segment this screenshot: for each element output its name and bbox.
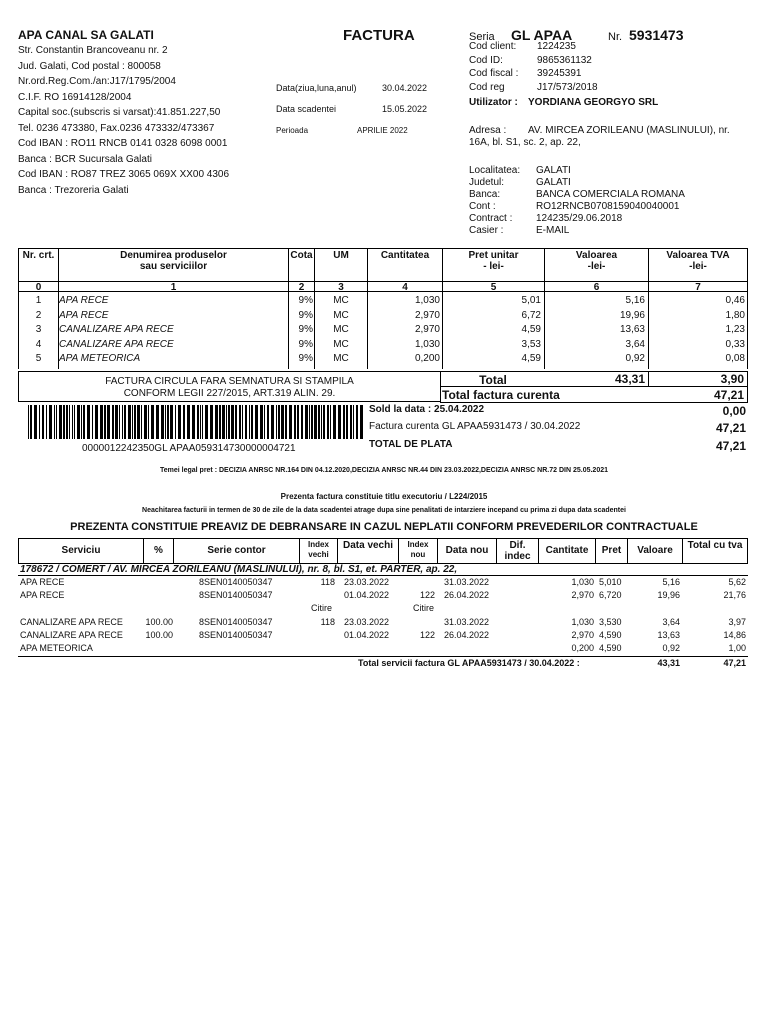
barcode-bar (95, 405, 98, 439)
column-index: 3 (338, 282, 344, 293)
item-value: 19,96 (619, 309, 645, 321)
barcode-bar (360, 405, 363, 439)
col-cota: Cota (290, 250, 313, 261)
client-detail-value: GALATI (536, 165, 571, 176)
column-index: 2 (298, 282, 305, 293)
barcode-bar (141, 405, 142, 439)
item-name: APA RECE (59, 295, 109, 306)
client-detail-value: 124235/29.06.2018 (536, 213, 623, 224)
client-detail-label: Banca: (469, 189, 501, 200)
client-detail-label: Localitatea: (469, 165, 521, 176)
company-name: APA CANAL SA GALATI (18, 28, 154, 42)
barcode-bar (271, 405, 274, 439)
barcode-bar (297, 405, 299, 439)
client-detail-value: RO12RNCB0708159040040001 (536, 201, 680, 212)
reading-total-with-vat: 5,62 (728, 577, 746, 587)
item-vat-rate: 9% (298, 353, 313, 364)
services-total-value: 43,31 (657, 658, 680, 668)
company-detail-line: Tel. 0236 473380, Fax.0236 473332/473367 (18, 122, 215, 134)
barcode-bar (314, 405, 317, 439)
barcode-bar (28, 405, 29, 439)
col-nr: Nr. crt. (22, 250, 55, 261)
col2-diff-2: indec (504, 551, 531, 562)
barcode-bar (278, 405, 280, 439)
services-total-with-vat: 47,21 (723, 658, 746, 668)
barcode-bar (74, 405, 75, 439)
barcode-bar (72, 405, 73, 439)
reading-price: 6,720 (599, 590, 622, 600)
company-detail-line: Banca : BCR Sucursala Galati (18, 153, 152, 165)
barcode-bar (165, 405, 166, 439)
item-unit: MC (333, 309, 349, 321)
col-quantity: Cantitatea (380, 250, 430, 261)
col2-new-index-2: nou (410, 550, 426, 559)
barcode-bar (301, 405, 303, 439)
item-vat-value: 1,23 (725, 324, 745, 335)
barcode-bar (330, 405, 331, 439)
user-label: Utilizator : (469, 97, 518, 108)
current-invoice-value: 47,21 (715, 421, 746, 435)
disconnection-notice: PREZENTA CONSTITUIE PREAVIZ DE DEBRANSARE IN CAZUL NEPLATII CONFORM PREVEDERILOR CONTRACTUALE (70, 521, 698, 533)
barcode-bar (178, 405, 181, 439)
barcode-bar (83, 405, 85, 439)
client-field-value: 9865361132 (537, 54, 592, 66)
barcode-bar (226, 405, 227, 439)
barcode-bar (245, 405, 247, 439)
reading-service: APA RECE (20, 577, 65, 587)
reading-meter-series: 8SEN0140050347 (199, 617, 273, 627)
barcode-bar (200, 405, 201, 439)
barcode-bar (167, 405, 169, 439)
barcode-bar (264, 405, 265, 439)
barcode-bar (66, 405, 68, 439)
barcode-bar (294, 405, 296, 439)
due-date-label: Data scadentei (276, 104, 337, 114)
reading-new-date: 31.03.2022 (444, 577, 490, 587)
user-value: YORDIANA GEORGYO SRL (528, 97, 659, 108)
barcode-bar (107, 405, 110, 439)
barcode-bar (202, 405, 203, 439)
item-vat-rate: 9% (298, 338, 313, 350)
invoice-number: 5931473 (629, 27, 684, 43)
barcode-bar (151, 405, 154, 439)
client-detail-label: Judetul: (469, 177, 505, 188)
col2-new-index-1: Index (407, 540, 429, 549)
barcode-bar (30, 405, 32, 439)
address-line-2: 16A, bl. S1, sc. 2, ap. 22, (469, 137, 581, 148)
total-tva: 3,90 (720, 372, 744, 386)
company-detail-line: Capital soc.(subscris si varsat):41.851.227,50 (18, 107, 221, 118)
total-label: Total (479, 373, 507, 387)
client-detail-value: BANCA COMERCIALA ROMANA (536, 189, 685, 200)
col2-old-index-1: Index (308, 540, 329, 549)
reading-quantity: 1,030 (571, 617, 594, 627)
reading-meter-series: 8SEN0140050347 (199, 630, 273, 640)
barcode-bar (134, 405, 136, 439)
col-tva-1: Valoarea TVA (666, 250, 730, 261)
balance-value: 0,00 (722, 404, 746, 418)
address-label: Adresa : (469, 125, 507, 136)
barcode-bar (231, 405, 234, 439)
legal-basis-note: Temei legal pret : DECIZIA ANRSC NR.164 DIN 04.12.2020,DECIZIA ANRSC NR.44 DIN 23.03.2022,DECIZIA ANRSC NR.72 DIN 25.05.2021 (159, 467, 609, 474)
client-detail-label: Cont : (469, 201, 496, 212)
reading-new-date: 26.04.2022 (444, 590, 490, 600)
column-index: 4 (402, 282, 408, 293)
reading-meter-series: 8SEN0140050347 (199, 590, 273, 600)
item-unit-price: 6,72 (521, 309, 541, 321)
item-quantity: 2,970 (414, 324, 440, 335)
reading-service: APA RECE (20, 590, 65, 600)
client-field-value: 39245391 (537, 68, 582, 79)
item-nr: 3 (35, 324, 42, 335)
col-um: UM (333, 250, 349, 261)
current-invoice-total-value: 47,21 (713, 388, 744, 402)
client-field-value: 1224235 (537, 41, 576, 52)
item-vat-rate: 9% (298, 309, 313, 321)
barcode-bar (242, 405, 243, 439)
item-nr: 5 (35, 353, 42, 364)
company-detail-line: Str. Constantin Brancoveanu nr. 2 (18, 45, 168, 56)
item-unit-price: 4,59 (521, 324, 541, 335)
reading-old-date: 23.03.2022 (344, 617, 390, 627)
services-total-label: Total servicii factura GL APAA5931473 / 30.04.2022 : (358, 658, 580, 668)
barcode-bar (267, 405, 269, 439)
column-index: 7 (695, 282, 701, 293)
reading-service: CANALIZARE APA RECE (20, 630, 123, 640)
column-index: 5 (490, 282, 497, 293)
barcode-bar (289, 405, 292, 439)
barcode-bar (175, 405, 176, 439)
barcode-bar (219, 405, 221, 439)
reading-percent: 100.00 (145, 630, 173, 640)
barcode-bar (119, 405, 120, 439)
barcode-bar (260, 405, 263, 439)
total-to-pay-value: 47,21 (715, 439, 746, 453)
barcode-bar (104, 405, 106, 439)
item-unit-price: 4,59 (521, 353, 541, 364)
col2-value: Valoare (637, 545, 673, 556)
client-field-label: Cod ID: (469, 54, 503, 66)
barcode-bar (249, 405, 250, 439)
barcode-bar (318, 405, 320, 439)
barcode-bar (137, 405, 140, 439)
barcode-bar (49, 405, 52, 439)
barcode-bar (128, 405, 131, 439)
barcode-bar (228, 405, 230, 439)
barcode-bar (346, 405, 348, 439)
company-detail-line: Banca : Trezoreria Galati (18, 184, 129, 196)
item-value: 3,64 (625, 338, 645, 350)
barcode-bar (235, 405, 237, 439)
column-index: 6 (593, 282, 600, 293)
col-price-1: Pret unitar (468, 250, 519, 261)
consumption-address: 178672 / COMERT / AV. MIRCEA ZORILEANU (MASLINULUI), nr. 8, bl. S1, et. PARTER, ap. 22, (20, 564, 458, 575)
company-detail-line: Jud. Galati, Cod postal : 800058 (18, 60, 161, 72)
reading-new-index: Citire (413, 603, 435, 613)
item-vat-rate: 9% (298, 324, 313, 335)
item-quantity: 1,030 (414, 295, 440, 306)
reading-total-with-vat: 3,97 (728, 617, 746, 627)
reading-old-index: Citire (311, 603, 333, 613)
col-tva-2: -lei- (689, 261, 707, 272)
barcode-bar (46, 405, 47, 439)
col-value-2: -lei- (587, 261, 606, 272)
client-detail-label: Casier : (469, 225, 504, 236)
address-line-1: AV. MIRCEA ZORILEANU (MASLINULUI), nr. (528, 125, 730, 136)
barcode-bar (39, 405, 40, 439)
company-detail-line: Nr.ord.Reg.Com./an:J17/1795/2004 (18, 76, 176, 87)
reading-value: 5,16 (662, 577, 680, 587)
enforceable-title-note: Prezenta factura constituie titlu executoriu / L224/2015 (280, 492, 488, 501)
reading-percent: 100.00 (145, 617, 173, 627)
item-nr: 2 (35, 309, 42, 321)
reading-quantity: 2,970 (571, 590, 594, 600)
reading-value: 19,96 (657, 590, 680, 600)
series-value: GL APAA (511, 27, 573, 43)
reading-total-with-vat: 1,00 (728, 643, 746, 653)
payment-barcode (28, 405, 366, 439)
col2-price: Pret (601, 545, 622, 556)
reading-quantity: 0,200 (571, 643, 594, 653)
barcode-bar (327, 405, 329, 439)
reading-price: 4,590 (599, 643, 622, 653)
total-value: 43,31 (614, 372, 645, 386)
barcode-bar (239, 405, 241, 439)
barcode-bar (309, 405, 310, 439)
reading-old-index: 118 (320, 577, 335, 587)
item-unit: MC (333, 295, 349, 306)
barcode-bar (222, 405, 225, 439)
barcode-bar (81, 405, 82, 439)
barcode-bar (251, 405, 253, 439)
barcode-bar (124, 405, 126, 439)
period-value: APRILIE 2022 (357, 126, 408, 135)
client-field-label: Cod fiscal : (469, 68, 519, 79)
item-vat-value: 1,80 (725, 309, 745, 321)
barcode-bar (323, 405, 325, 439)
barcode-bar (54, 405, 55, 439)
barcode-bar (42, 405, 44, 439)
barcode-bar (197, 405, 199, 439)
item-name: APA METEORICA (59, 353, 141, 364)
client-field-label: Cod client: (469, 41, 517, 52)
barcode-bar (148, 405, 149, 439)
reading-meter-series: 8SEN0140050347 (199, 577, 273, 587)
barcode-bar (59, 405, 62, 439)
reading-old-index: 118 (320, 617, 335, 627)
col-name-1: Denumirea produselor (120, 250, 227, 261)
barcode-bar (132, 405, 133, 439)
company-detail-line: Cod IBAN : RO87 TREZ 3065 069X XX00 4306 (18, 169, 230, 180)
item-vat-value: 0,46 (725, 295, 745, 306)
reading-old-date: 01.04.2022 (344, 590, 390, 600)
col2-old-date: Data vechi (342, 540, 394, 551)
reading-price: 5,010 (599, 577, 622, 587)
item-quantity: 2,970 (414, 309, 440, 321)
reading-service: APA METEORICA (20, 643, 93, 653)
client-field-label: Cod reg (469, 81, 505, 93)
current-invoice-label: Factura curenta GL APAA5931473 / 30.04.2022 (369, 421, 581, 432)
barcode-bar (305, 405, 308, 439)
invoice-title: FACTURA (343, 27, 415, 44)
reading-new-date: 31.03.2022 (444, 617, 490, 627)
reading-new-index: 122 (419, 630, 435, 640)
reading-price: 4,590 (599, 630, 622, 640)
barcode-bar (281, 405, 284, 439)
signature-note-2: CONFORM LEGII 227/2015, ART.319 ALIN. 29. (123, 388, 336, 399)
barcode-bar (122, 405, 123, 439)
item-nr: 4 (35, 338, 42, 350)
reading-value: 3,64 (662, 617, 680, 627)
barcode-bar (205, 405, 208, 439)
barcode-bar (87, 405, 90, 439)
item-name: CANALIZARE APA RECE (59, 338, 174, 350)
column-index: 1 (170, 282, 177, 293)
col2-quantity: Cantitate (545, 545, 589, 556)
barcode-bar (311, 405, 313, 439)
col2-total-with-vat: Total cu tva (687, 540, 743, 551)
client-detail-value: E-MAIL (536, 225, 570, 236)
item-value: 5,16 (625, 295, 645, 306)
series-label: Seria (469, 31, 495, 43)
item-unit: MC (333, 353, 349, 364)
barcode-bar (343, 405, 345, 439)
due-date-value: 15.05.2022 (382, 104, 428, 114)
balance-label: Sold la data : 25.04.2022 (369, 404, 485, 415)
date-label: Data(ziua,luna,anul) (276, 83, 357, 93)
barcode-bar (187, 405, 190, 439)
reading-total-with-vat: 14,86 (723, 630, 746, 640)
barcode-bar (183, 405, 185, 439)
item-nr: 1 (35, 295, 42, 306)
item-name: CANALIZARE APA RECE (59, 324, 174, 335)
period-label: Perioada (276, 126, 309, 135)
number-label: Nr. (608, 31, 623, 43)
barcode-bar (63, 405, 65, 439)
barcode-bar (350, 405, 352, 439)
item-unit: MC (333, 324, 349, 335)
item-vat-value: 0,08 (725, 353, 745, 364)
reading-value: 13,63 (657, 630, 680, 640)
col2-old-index-2: vechi (308, 550, 329, 559)
col2-diff-1: Dif. (509, 540, 526, 551)
col2-service: Serviciu (61, 545, 101, 556)
item-vat-value: 0,33 (725, 338, 745, 350)
col2-new-date: Data nou (445, 545, 489, 556)
barcode-bar (100, 405, 103, 439)
client-detail-label: Contract : (469, 213, 513, 224)
barcode-bar (210, 405, 213, 439)
barcode-bar (255, 405, 258, 439)
late-payment-note: Neachitarea facturii in termen de 30 de zile de la data scadentei atrage dupa sine penalitati de intarziere incepand cu prima zi dupa data scadentei (142, 507, 626, 514)
item-unit-price: 3,53 (521, 338, 541, 350)
reading-new-date: 26.04.2022 (444, 630, 490, 640)
barcode-bar (215, 405, 218, 439)
barcode-bar (156, 405, 159, 439)
col2-percent: % (154, 545, 163, 556)
client-field-value: J17/573/2018 (537, 81, 598, 93)
barcode-bar (56, 405, 57, 439)
barcode-bar (115, 405, 118, 439)
reading-old-date: 23.03.2022 (344, 577, 390, 587)
barcode-bar (285, 405, 287, 439)
signature-note-1: FACTURA CIRCULA FARA SEMNATURA SI STAMPILA (105, 376, 354, 387)
client-detail-value: GALATI (536, 177, 571, 188)
reading-old-date: 01.04.2022 (344, 630, 390, 640)
barcode-number: 0000012242350GL APAA059314730000004721 (82, 443, 296, 454)
item-unit: MC (333, 338, 349, 350)
barcode-bar (356, 405, 358, 439)
item-vat-rate: 9% (298, 295, 313, 306)
column-index: 0 (35, 282, 42, 293)
col-value-1: Valoarea (575, 250, 618, 261)
barcode-bar (170, 405, 173, 439)
barcode-bar (144, 405, 147, 439)
barcode-bar (92, 405, 93, 439)
barcode-bar (77, 405, 80, 439)
item-value: 13,63 (619, 324, 645, 335)
item-quantity: 0,200 (414, 353, 440, 364)
barcode-bar (161, 405, 164, 439)
reading-total-with-vat: 21,76 (723, 590, 746, 600)
col-name-2: sau serviciilor (139, 261, 208, 272)
current-invoice-total-label: Total factura curenta (442, 388, 560, 402)
reading-price: 3,530 (599, 617, 622, 627)
barcode-bar (276, 405, 277, 439)
barcode-bar (338, 405, 341, 439)
item-value: 0,92 (625, 353, 645, 364)
company-detail-line: C.I.F. RO 16914128/2004 (18, 91, 132, 103)
date-value: 30.04.2022 (382, 83, 428, 93)
barcode-bar (69, 405, 70, 439)
barcode-bar (321, 405, 322, 439)
barcode-bar (34, 405, 37, 439)
reading-quantity: 1,030 (571, 577, 594, 587)
reading-quantity: 2,970 (571, 630, 594, 640)
item-name: APA RECE (59, 309, 109, 321)
col2-meter-series: Serie contor (207, 545, 266, 556)
item-unit-price: 5,01 (521, 295, 541, 306)
col-price-2: - lei- (483, 261, 504, 272)
reading-new-index: 122 (419, 590, 435, 600)
item-quantity: 1,030 (414, 338, 440, 350)
reading-service: CANALIZARE APA RECE (20, 617, 123, 627)
barcode-bar (353, 405, 354, 439)
barcode-bar (333, 405, 336, 439)
total-to-pay-label: TOTAL DE PLATA (369, 439, 453, 450)
barcode-bar (112, 405, 114, 439)
reading-value: 0,92 (662, 643, 680, 653)
company-detail-line: Cod IBAN : RO11 RNCB 0141 0328 6098 0001 (18, 138, 228, 149)
barcode-bar (192, 405, 195, 439)
